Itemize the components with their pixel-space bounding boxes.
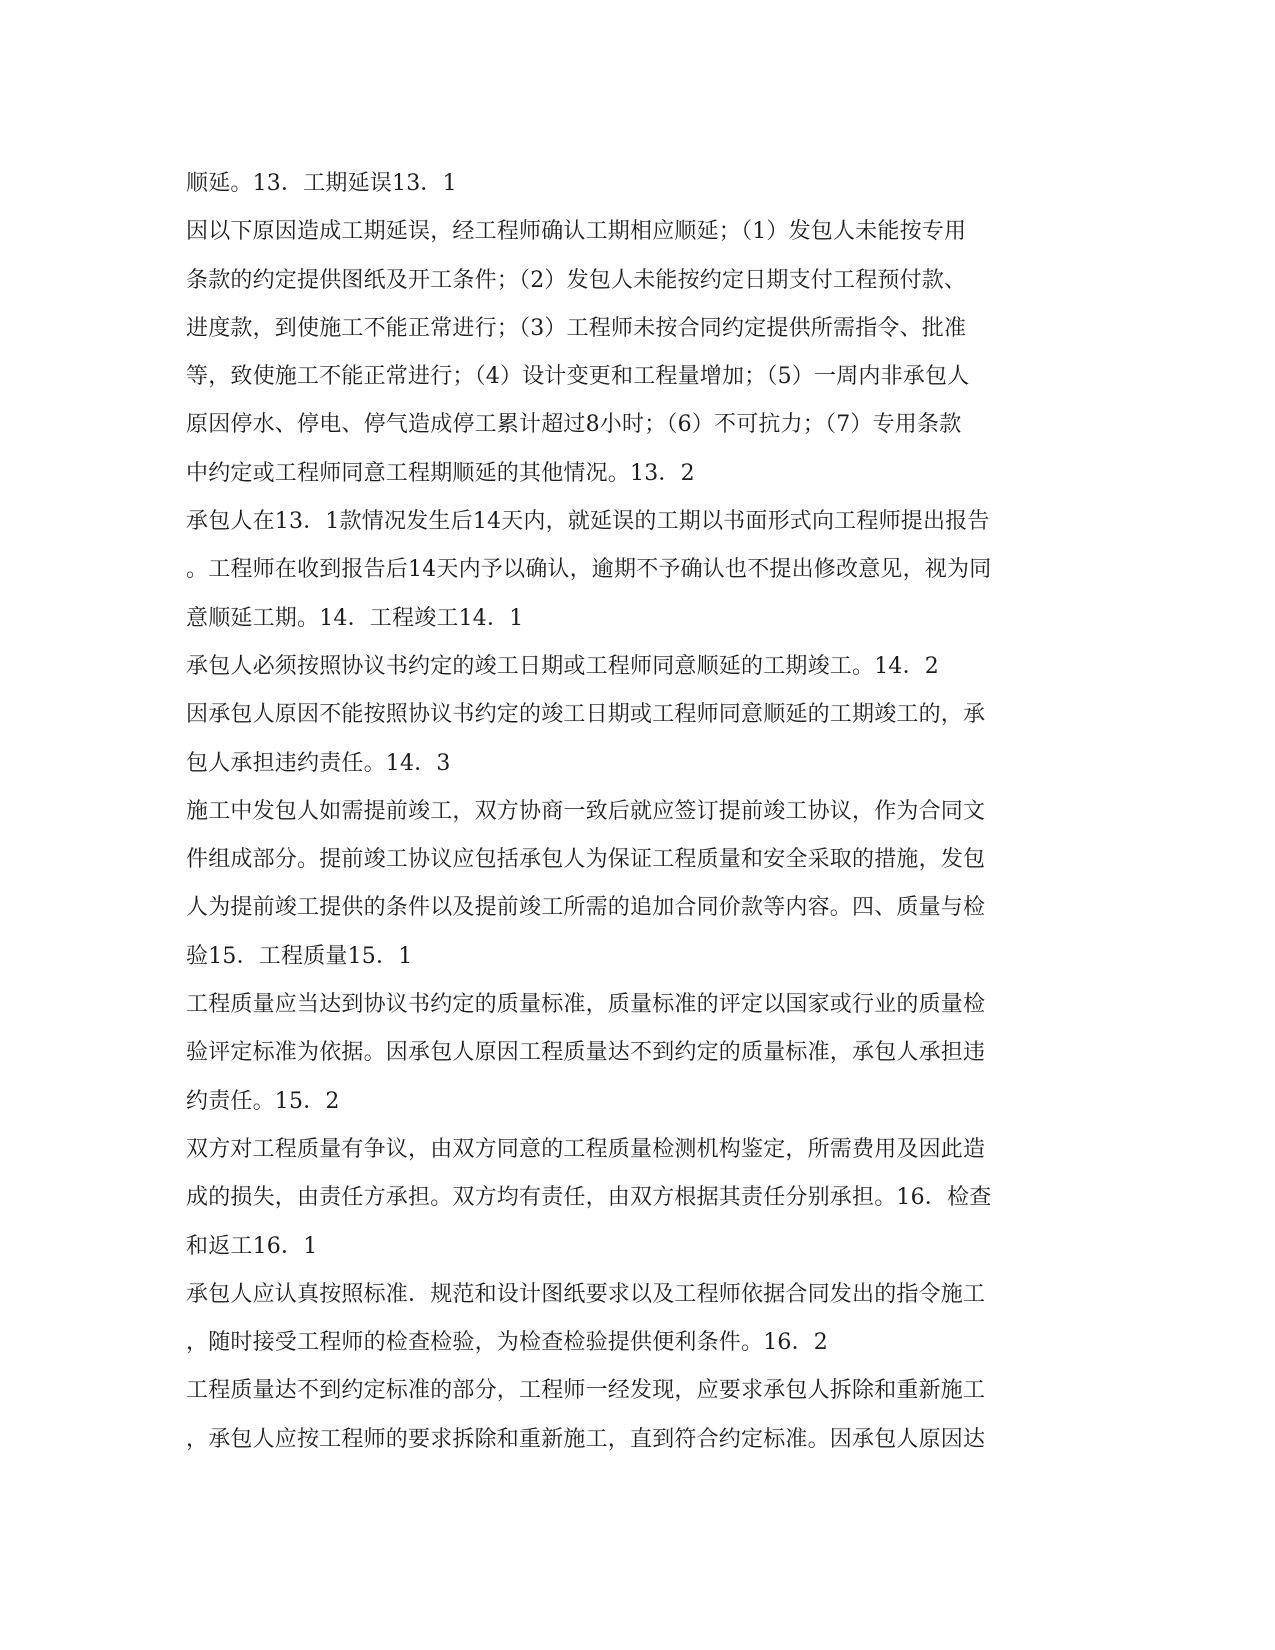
text-line: 原因停水、停电、停气造成停工累计超过8小时；（6）不可抗力；（7）专用条款 <box>186 412 962 438</box>
text-line: 施工中发包人如需提前竣工，双方协商一致后就应签订提前竣工协议，作为合同文 <box>186 798 986 824</box>
text-line: 包人承担违约责任。14．3 <box>186 750 451 776</box>
text-line: 承包人必须按照协议书约定的竣工日期或工程师同意顺延的工期竣工。14．2 <box>186 653 939 679</box>
text-line: 因以下原因造成工期延误，经工程师确认工期相应顺延；（1）发包人未能按专用 <box>186 219 967 245</box>
text-line: 顺延。13．工期延误13．1 <box>186 171 457 196</box>
text-line: 承包人应认真按照标准．规范和设计图纸要求以及工程师依据合同发出的指令施工 <box>186 1281 986 1307</box>
text-line: 约责任。15．2 <box>186 1088 340 1114</box>
text-line: 条款的约定提供图纸及开工条件；（2）发包人未能按约定日期支付工程预付款、 <box>186 267 967 293</box>
text-line: 人为提前竣工提供的条件以及提前竣工所需的追加合同价款等内容。四、质量与检 <box>186 895 986 921</box>
text-line: 进度款，到使施工不能正常进行；（3）工程师未按合同约定提供所需指令、批准 <box>186 315 967 341</box>
text-line: 验评定标准为依据。因承包人原因工程质量达不到约定的质量标准，承包人承担违 <box>186 1040 986 1066</box>
text-line: 中约定或工程师同意工程期顺延的其他情况。13．2 <box>186 460 695 486</box>
text-line: 等，致使施工不能正常进行；（4）设计变更和工程量增加；（5）一周内非承包人 <box>186 364 970 390</box>
text-line: 件组成部分。提前竣工协议应包括承包人为保证工程质量和安全采取的措施，发包 <box>186 847 986 873</box>
text-line: 双方对工程质量有争议，由双方同意的工程质量检测机构鉴定，所需费用及因此造 <box>186 1136 986 1162</box>
text-line: 承包人在13．1款情况发生后14天内，就延误的工期以书面形式向工程师提出报告 <box>186 509 990 535</box>
text-line: 因承包人原因不能按照协议书约定的竣工日期或工程师同意顺延的工期竣工的，承 <box>186 702 986 728</box>
text-line: 和返工16．1 <box>186 1233 318 1259</box>
text-line: ，随时接受工程师的检查检验，为检查检验提供便利条件。16．2 <box>186 1330 828 1356</box>
text-line: 意顺延工期。14．工程竣工14．1 <box>186 605 524 631</box>
body-text <box>186 160 1086 1464</box>
text-line: 验15．工程质量15．1 <box>186 943 413 969</box>
text-line: 工程质量应当达到协议书约定的质量标准，质量标准的评定以国家或行业的质量检 <box>186 992 986 1018</box>
text-line: 成的损失，由责任方承担。双方均有责任，由双方根据其责任分别承担。16．检查 <box>186 1185 992 1211</box>
text-line: ，承包人应按工程师的要求拆除和重新施工，直到符合约定标准。因承包人原因达 <box>186 1426 986 1452</box>
text-line: 。工程师在收到报告后14天内予以确认，逾期不予确认也不提出修改意见，视为同 <box>186 557 992 583</box>
text-line: 工程质量达不到约定标准的部分，工程师一经发现，应要求承包人拆除和重新施工 <box>186 1378 986 1404</box>
